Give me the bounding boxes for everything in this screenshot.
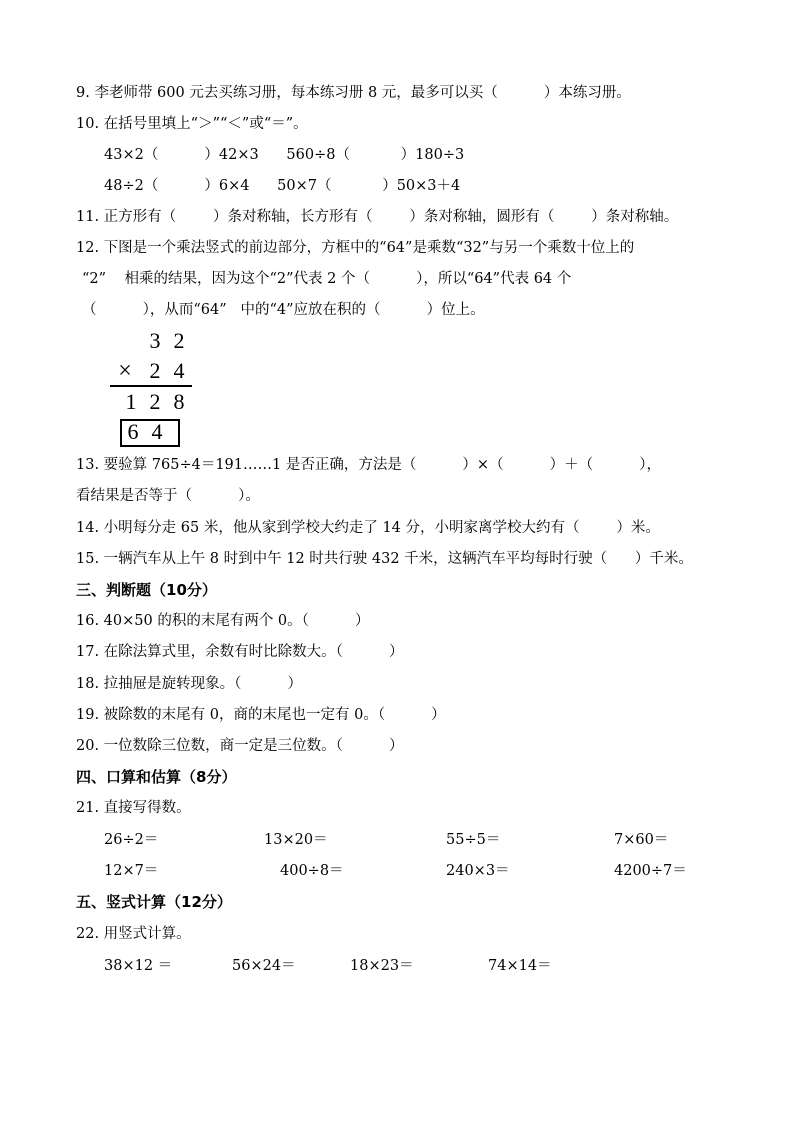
digit: 4 (151, 419, 163, 444)
q12-line1: 12. 下图是一个乘法竖式的前边部分，方框中的“64”是乘数“32”与另一个乘数十位上的 (76, 240, 635, 256)
digit: 8 (173, 389, 185, 414)
q18: 18. 拉抽屉是旋转现象。（ ） (76, 676, 303, 692)
calc-item: 240×3＝ (446, 863, 510, 879)
digit: 6 (127, 419, 139, 444)
calc-item: 400÷8＝ (280, 863, 344, 879)
q12-line3: （ ），从而“64” 中的“4”应放在积的（ ）位上。 (82, 302, 485, 318)
digit: 2 (173, 328, 185, 353)
q16: 16. 40×50 的积的末尾有两个 0。（ ） (76, 613, 370, 629)
q10: 10. 在括号里填上“＞”“＜”或“＝”。 (76, 116, 308, 132)
digit: 2 (149, 358, 161, 383)
digit: 2 (149, 389, 161, 414)
q17: 17. 在除法算式里，余数有时比除数大。（ ） (76, 644, 404, 660)
calc-item: 4200÷7＝ (614, 863, 687, 879)
q10-row1: 43×2（ ）42×3 560÷8（ ）180÷3 (104, 147, 465, 163)
vertical-calc-item: 56×24＝ (232, 958, 296, 974)
q14: 14. 小明每分走 65 米，他从家到学校大约走了 14 分，小明家离学校大约有（ ）米。 (76, 520, 660, 536)
calc-item: 7×60＝ (614, 832, 669, 848)
q10-row2: 48÷2（ ）6×4 50×7（ ）50×3＋4 (104, 178, 461, 194)
times-sign: × (118, 358, 132, 384)
section-4-heading: 四、口算和估算（8分） (76, 768, 237, 786)
calc-item: 12×7＝ (104, 863, 159, 879)
q9: 9. 李老师带 600 元去买练习册，每本练习册 8 元，最多可以买（ ）本练习册。 (76, 85, 631, 101)
digit: 1 (125, 389, 137, 414)
q11: 11. 正方形有（ ）条对称轴，长方形有（ ）条对称轴，圆形有（ ）条对称轴。 (76, 209, 679, 225)
vertical-calc-item: 18×23＝ (350, 958, 414, 974)
section-5-heading: 五、竖式计算（12分） (76, 893, 232, 911)
digit: 4 (173, 358, 185, 383)
divider-line (110, 385, 192, 387)
q19: 19. 被除数的末尾有 0，商的末尾也一定有 0。（ ） (76, 707, 446, 723)
q21: 21. 直接写得数。 (76, 800, 191, 816)
q15: 15. 一辆汽车从上午 8 时到中午 12 时共行驶 432 千米，这辆汽车平均每时行驶（ ）千米。 (76, 551, 693, 567)
calc-item: 26÷2＝ (104, 832, 159, 848)
q12-line2: “2” 相乘的结果，因为这个“2”代表 2 个（ ），所以“64”代表 64 个 (82, 271, 572, 287)
section-3-heading: 三、判断题（10分） (76, 581, 217, 599)
vertical-calc-item: 74×14＝ (488, 958, 552, 974)
q20: 20. 一位数除三位数，商一定是三位数。（ ） (76, 738, 404, 754)
q13-line1: 13. 要验算 765÷4＝191……1 是否正确，方法是（ ）×（ ）＋（ ）， (76, 457, 662, 473)
calc-item: 13×20＝ (264, 832, 328, 848)
q22: 22. 用竖式计算。 (76, 926, 191, 942)
vertical-multiplication-figure (108, 325, 208, 450)
calc-item: 55÷5＝ (446, 832, 501, 848)
digit: 3 (149, 328, 161, 353)
q13-line2: 看结果是否等于（ ）。 (76, 488, 260, 504)
vertical-calc-item: 38×12 ＝ (104, 958, 173, 974)
